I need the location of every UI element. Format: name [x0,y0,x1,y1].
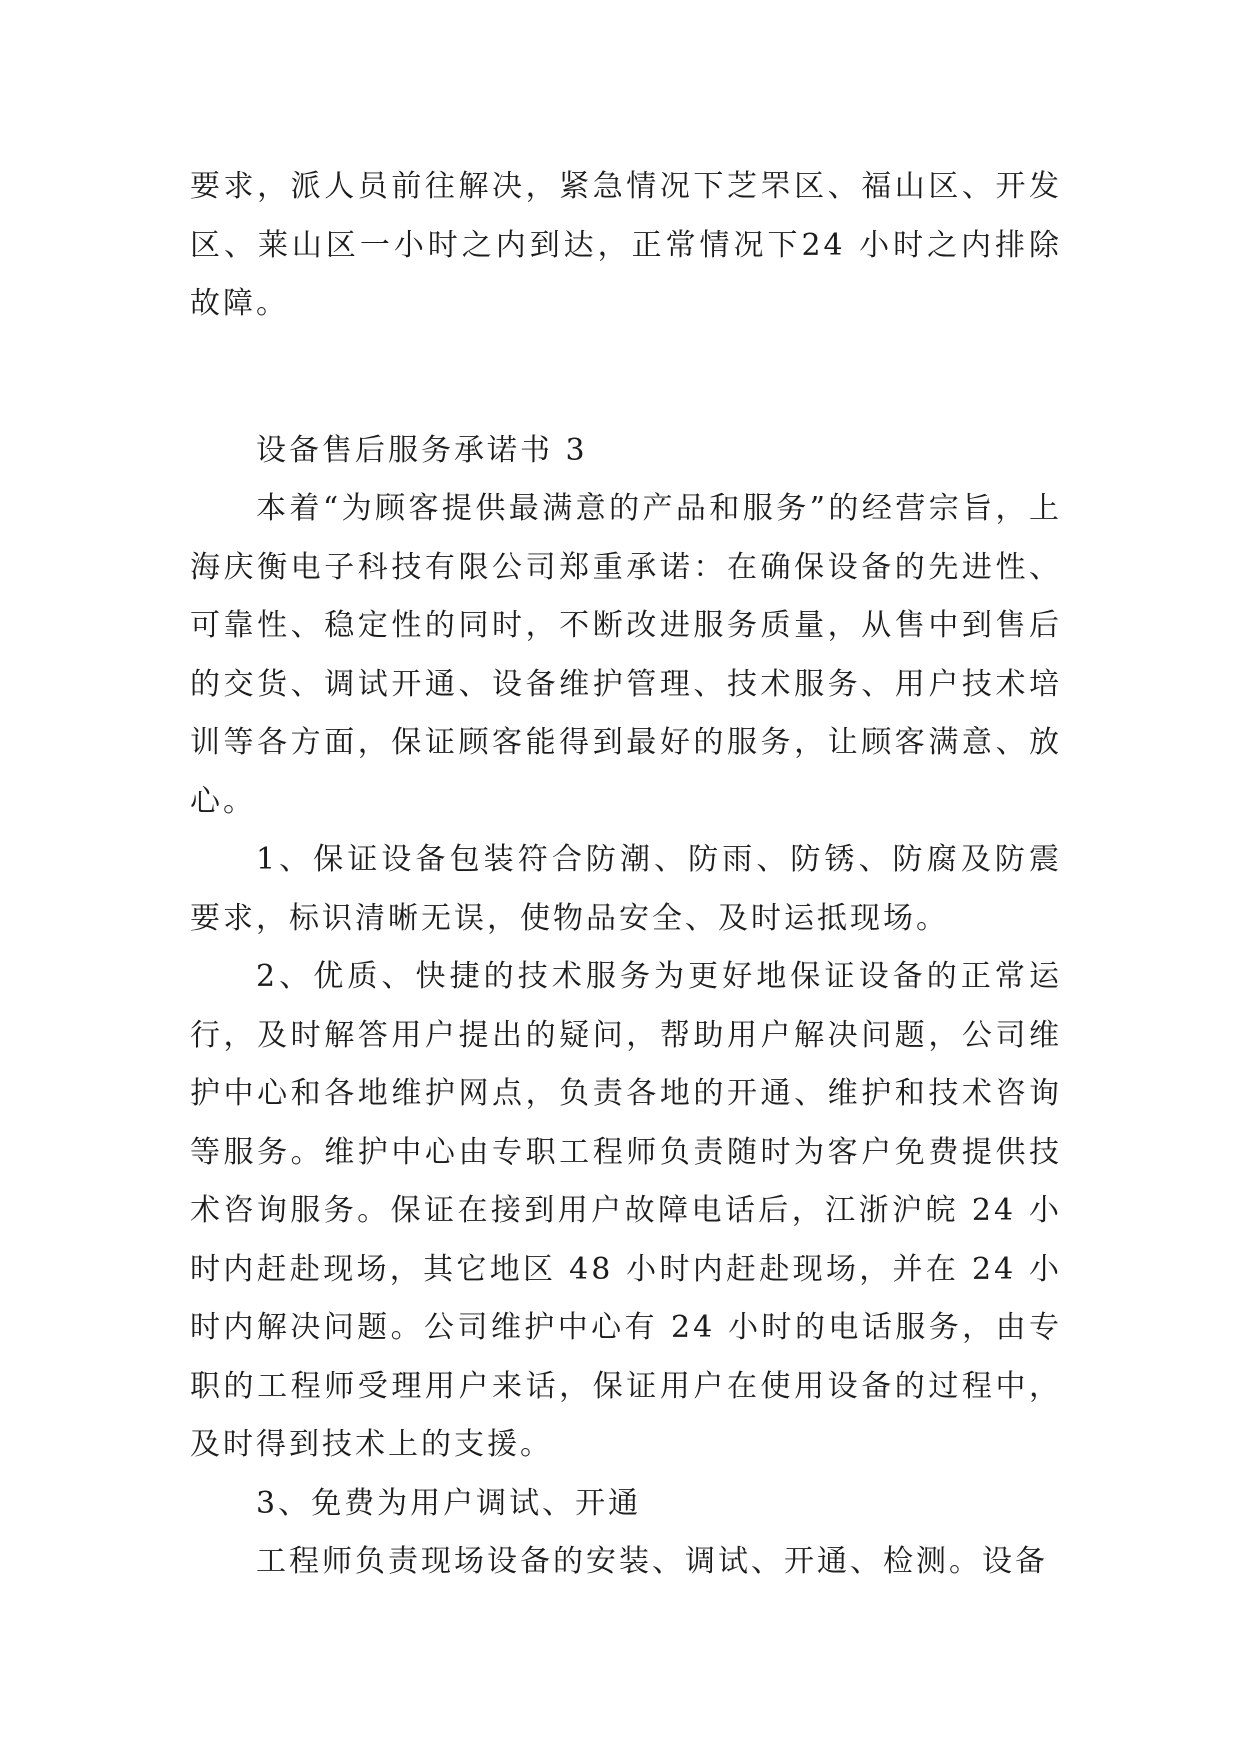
section-spacer [190,334,1062,422]
paragraph-item-2: 2、优质、快捷的技术服务为更好地保证设备的正常运行，及时解答用户提出的疑问，帮助用户解决问题，公司维护中心和各地维护网点，负责各地的开通、维护和技术咨询等服务。维护中心由专职工程师负责随时为客户免费提供技术咨询服务。保证在接到用户故障电话后，江浙沪皖 24 小时内赶赴现场，其它地区 48 小时内赶赴现场，并在 24 小时内解决问题。公司维护中心有 24 小时的电话服务，由专职的工程师受理用户来话，保证用户在使用设备的过程中，及时得到技术上的支援。 [190,959,1062,1462]
paragraph-mission: 本着“为顾客提供最满意的产品和服务”的经营宗旨，上海庆衡电子科技有限公司郑重承诺：在确保设备的先进性、可靠性、稳定性的同时，不断改进服务质量，从售中到售后的交货、调试开通、设备维护管理、技术服务、用户技术培训等各方面，保证顾客能得到最好的服务，让顾客满意、放心。 [190,491,1062,819]
intro-paragraph: 要求，派人员前往解决，紧急情况下芝罘区、福山区、开发区、莱山区一小时之内到达，正常情况下24 小时之内排除故障。 [190,169,1062,321]
paragraph-item-3-detail: 工程师负责现场设备的安装、调试、开通、检测。设备 [256,1544,1048,1579]
paragraph-item-3: 3、免费为用户调试、开通 [256,1485,642,1521]
paragraph-item-1: 1、保证设备包装符合防潮、防雨、防锈、防腐及防震要求，标识清晰无误，使物品安全、及时运抵现场。 [190,842,1062,936]
section-title: 设备售后服务承诺书 3 [256,432,588,468]
document-body [190,158,1062,1592]
